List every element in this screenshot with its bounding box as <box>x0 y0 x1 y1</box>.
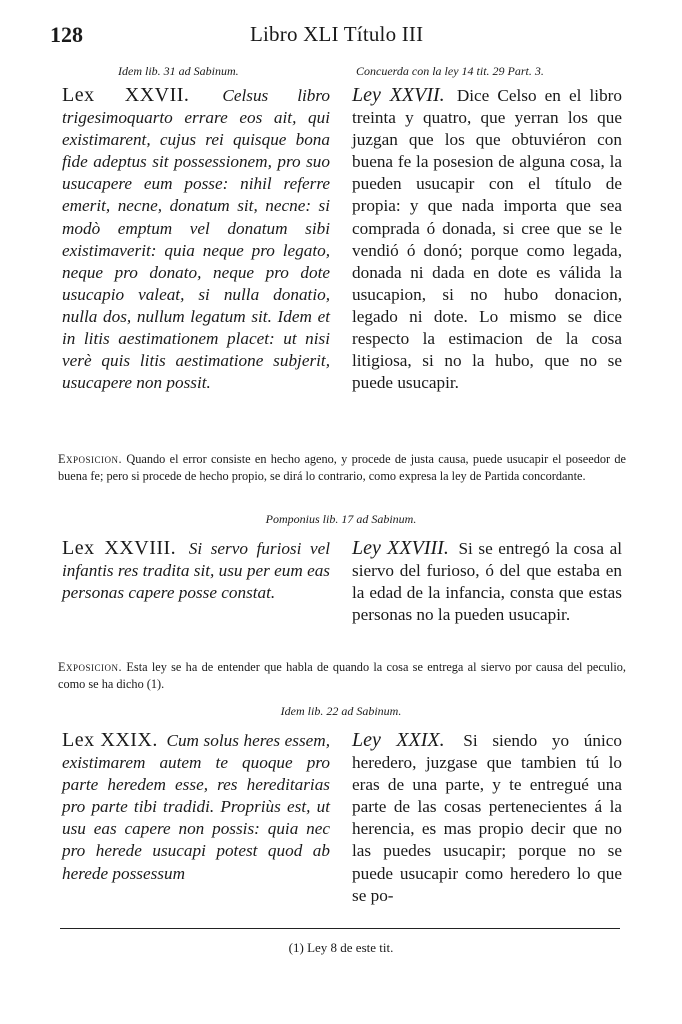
latin-source-line: Idem lib. 31 ad Sabinum. <box>118 64 239 78</box>
spanish-text: Dice Celso en el libro treinta y quatro, que yerran los que juzgan que los que obtuviéron con buena fe la posesion de alguna cosa, la pueden usucapir con el título de propia: y que nada importa que sea comprada ó donada, si cree que se le vendió ó donó; porque como legada, donada ni dada en dote es válida la usucapion, si no hubo donacion, legado ni dote. Lo mismo se dice respecto la estimacion de la cosa litigiosa, si no la hubo, que no se puede usucapir. <box>352 86 622 393</box>
lex-label: Lex XXVII. <box>62 84 190 106</box>
ley-label: Ley XXVIII. <box>352 537 449 559</box>
page-number: 128 <box>50 22 83 47</box>
spanish-text: Si siendo yo único heredero, juzgase que tambien tú lo eras de una parte, y te entregué una parte de las cosas pertenecientes á la herencia, es mas propio decir que no las puedes usucapir; porque no se puede usucapir como heredero lo que se po- <box>352 731 622 905</box>
exposicion-note <box>58 451 626 485</box>
exposicion-text: Quando el error consiste en hecho ageno, y procede de justa causa, puede usucapir el poseedor de buena fe; pero si procede de hecho propio, se dirá lo contrario, como expresa la ley de Partida concordante. <box>58 452 626 483</box>
exposicion-label: Exposicion. <box>58 452 123 466</box>
spanish-column <box>352 537 622 626</box>
exposicion-note <box>58 659 626 693</box>
exposicion-text: Esta ley se ha de entender que habla de quando la cosa se entrega al siervo por causa del peculio, como se ha dicho (1). <box>58 660 627 691</box>
exposicion-label: Exposicion. <box>58 660 123 674</box>
ley-label: Ley XXIX. <box>352 729 445 751</box>
running-header <box>50 22 632 50</box>
spanish-column <box>352 84 622 394</box>
latin-source-line: Pomponius lib. 17 ad Sabinum. <box>265 512 417 526</box>
latin-column <box>62 729 330 885</box>
lex-label: Lex XXVIII. <box>62 537 177 559</box>
running-title: Libro XLI Título III <box>250 22 424 46</box>
latin-text: Si servo furiosi vel infantis res tradita sit, usu per eum eas personas capere posse constat. <box>62 539 331 603</box>
footnote-rule <box>60 928 620 929</box>
latin-text: Celsus libro trigesimoquarto errare eos ait, qui existimarent, cujus rei quisque bona fide adeptus sit possessionem, pro suo usucapere eum posse: nihil referre emerit, necne, donatum sit, necne: si modò emptum vel donatum sibi existimaverit: quia neque pro legato, neque pro donato, neque pro dote usucapio valeat, si nulla donatio, nulla dos, nullum legatum sit. Idem et in litis aestimationem placet: ut nisi verè quis litis aestimatione subjerit, usucapere non possit. <box>62 86 330 393</box>
spanish-column <box>352 729 622 907</box>
spanish-concordance-line: Concuerda con la ley 14 tit. 29 Part. 3. <box>356 64 544 78</box>
lex-label: Lex XXIX. <box>62 729 158 751</box>
latin-column <box>62 84 330 394</box>
spanish-text: Si se entregó la cosa al siervo del furioso, ó del que estaba en la edad de la infancia, consta que estas personas no la pueden usucapir. <box>352 539 622 625</box>
latin-column <box>62 537 330 604</box>
latin-source-line: Idem lib. 22 ad Sabinum. <box>280 704 402 718</box>
latin-text: Cum solus heres essem, existimarem autem te quoque pro parte heredem esse, res hereditarias pro parte tibi tradidi. Propriùs est, ut usu eas capere non possis: quia nec pro herede usucapi potest quod ab herede possessum <box>62 731 331 883</box>
ley-label: Ley XXVII. <box>352 84 445 106</box>
footnote: (1) Ley 8 de este tit. <box>288 940 394 955</box>
